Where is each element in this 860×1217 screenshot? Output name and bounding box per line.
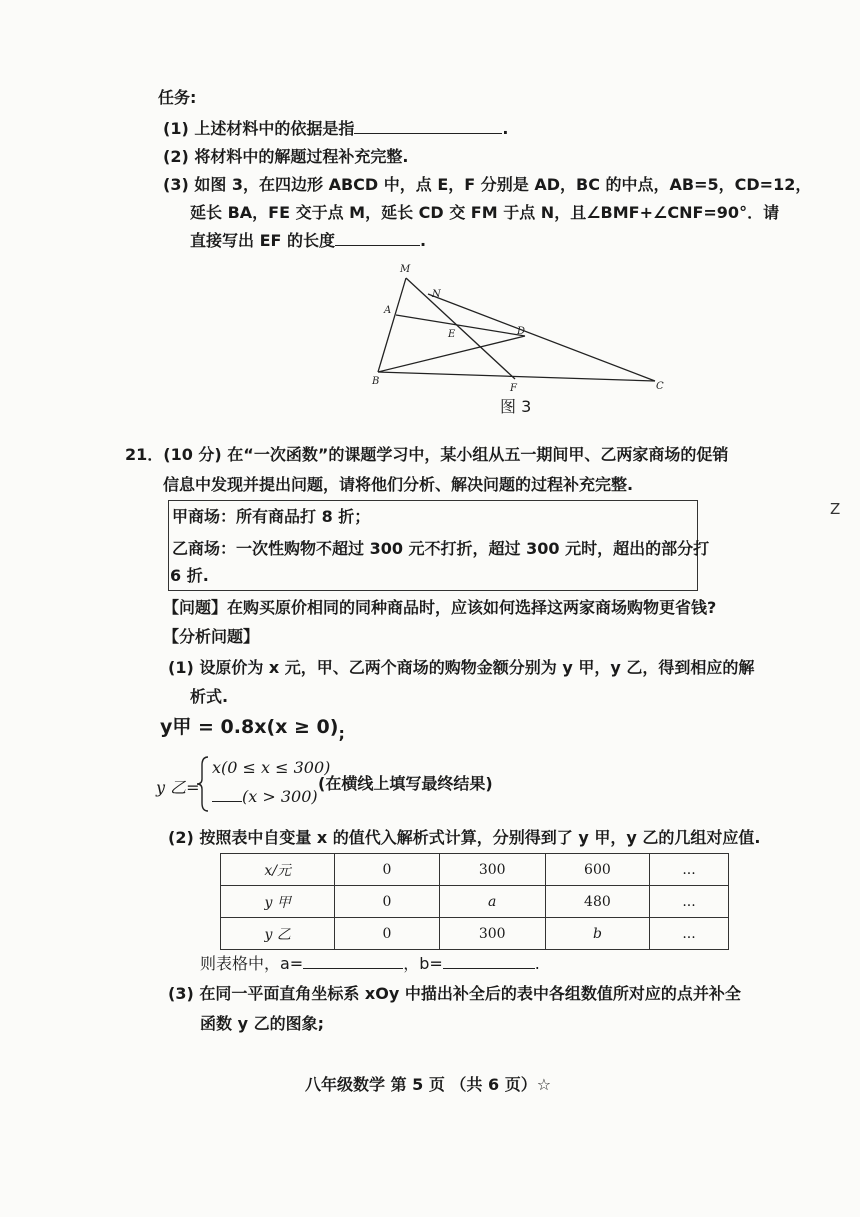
yi-case2: (x > 300) xyxy=(212,786,318,808)
table-cell: 300 xyxy=(439,918,545,950)
table-cell: y 甲 xyxy=(221,886,335,918)
point-label-d: D xyxy=(517,326,526,337)
table-cell: 0 xyxy=(335,886,439,918)
table-cell: x/元 xyxy=(221,854,335,886)
point-label-b: B xyxy=(372,376,380,387)
task-q2: (2) 将材料中的解题过程补充完整. xyxy=(163,147,409,166)
table-cell: ... xyxy=(650,854,729,886)
yi-case1: x(0 ≤ x ≤ 300) xyxy=(212,758,331,777)
line-nc xyxy=(428,294,655,381)
task-q3-line1: (3) 如图 3，在四边形 ABCD 中，点 E，F 分别是 AD，BC 的中点，AB=5，CD=12， xyxy=(163,175,812,194)
formula-y-jia: y甲 = $0.8x(x \ge 0)_;$ xyxy=(160,716,345,743)
point-label-a: A xyxy=(384,305,392,316)
geometry-figure-3 xyxy=(360,258,680,398)
line-bc xyxy=(378,372,655,381)
yi-label: y 乙= xyxy=(156,778,200,797)
task-q1: (1) 上述材料中的依据是指 . xyxy=(163,119,509,138)
part1-line2: 析式. xyxy=(190,687,229,706)
point-label-c: C xyxy=(656,381,664,392)
part3-line1: (3) 在同一平面直角坐标系 xOy 中描出补全后的表中各组数值所对应的点并补全 xyxy=(168,984,741,1003)
part1-line1: (1) 设原价为 x 元，甲、乙两个商场的购物金额分别为 y 甲，y 乙，得到相应的解 xyxy=(168,658,755,677)
table-row xyxy=(221,918,729,950)
problem-statement: 【问题】在购买原价相同的同种商品时，应该如何选择这两家商场购物更省钱? xyxy=(163,598,717,617)
point-label-m: M xyxy=(400,264,411,275)
answer-blank-q1[interactable] xyxy=(354,133,502,134)
margin-mark: Z xyxy=(830,500,841,518)
answer-blank-yi-formula[interactable] xyxy=(212,801,242,802)
point-label-e: E xyxy=(448,329,456,340)
table-row xyxy=(221,854,729,886)
analysis-heading: 【分析问题】 xyxy=(163,627,260,646)
line-mb xyxy=(378,278,406,372)
table-cell: 0 xyxy=(335,854,439,886)
point-label-n: N xyxy=(432,289,441,300)
line-bd xyxy=(378,336,525,372)
part2-statement: (2) 按照表中自变量 x 的值代入解析式计算，分别得到了 y 甲，y 乙的几组对应值. xyxy=(168,828,761,847)
line-ad xyxy=(396,315,525,336)
table-cell: a xyxy=(439,886,545,918)
answer-blank-b[interactable] xyxy=(443,968,535,969)
answer-blank-q3[interactable] xyxy=(335,245,420,246)
piecewise-brace xyxy=(196,755,210,813)
table-cell: ... xyxy=(650,918,729,950)
task-q3-line2: 延长 BA，FE 交于点 M，延长 CD 交 FM 于点 N，且∠BMF+∠CNF=90°．请 xyxy=(190,203,780,222)
point-label-f: F xyxy=(510,383,517,394)
figure-caption: 图 3 xyxy=(500,397,532,416)
table-cell: 300 xyxy=(439,854,545,886)
yi-note: (在横线上填写最终结果) xyxy=(318,774,493,793)
value-table xyxy=(220,853,729,950)
table-cell: 0 xyxy=(335,918,439,950)
table-cell: y 乙 xyxy=(221,918,335,950)
table-row xyxy=(221,886,729,918)
q21-intro-line1: 21．(10 分) 在“一次函数”的课题学习中，某小组从五一期间甲、乙两家商场的促销 xyxy=(125,445,729,464)
line-mf xyxy=(406,278,515,379)
table-cell: 600 xyxy=(545,854,649,886)
q21-intro-line2: 信息中发现并提出问题，请将他们分析、解决问题的过程补充完整. xyxy=(163,475,634,494)
page-footer: 八年级数学 第 5 页 （共 6 页）☆ xyxy=(305,1075,552,1094)
task-heading: 任务: xyxy=(158,88,197,107)
promo-yi-line2: 6 折. xyxy=(170,566,209,585)
promo-yi-line1: 乙商场：一次性购物不超过 300 元不打折，超过 300 元时，超出的部分打 xyxy=(172,539,710,558)
part3-line2: 函数 y 乙的图象; xyxy=(200,1014,324,1033)
answer-blank-a[interactable] xyxy=(303,968,403,969)
task-q3-line3: 直接写出 EF 的长度 . xyxy=(190,231,427,250)
table-cell: ... xyxy=(650,886,729,918)
table-cell: b xyxy=(545,918,649,950)
table-answer-line: 则表格中，a= ，b= . xyxy=(200,954,540,973)
table-cell: 480 xyxy=(545,886,649,918)
promo-jia: 甲商场：所有商品打 8 折； xyxy=(172,507,371,526)
